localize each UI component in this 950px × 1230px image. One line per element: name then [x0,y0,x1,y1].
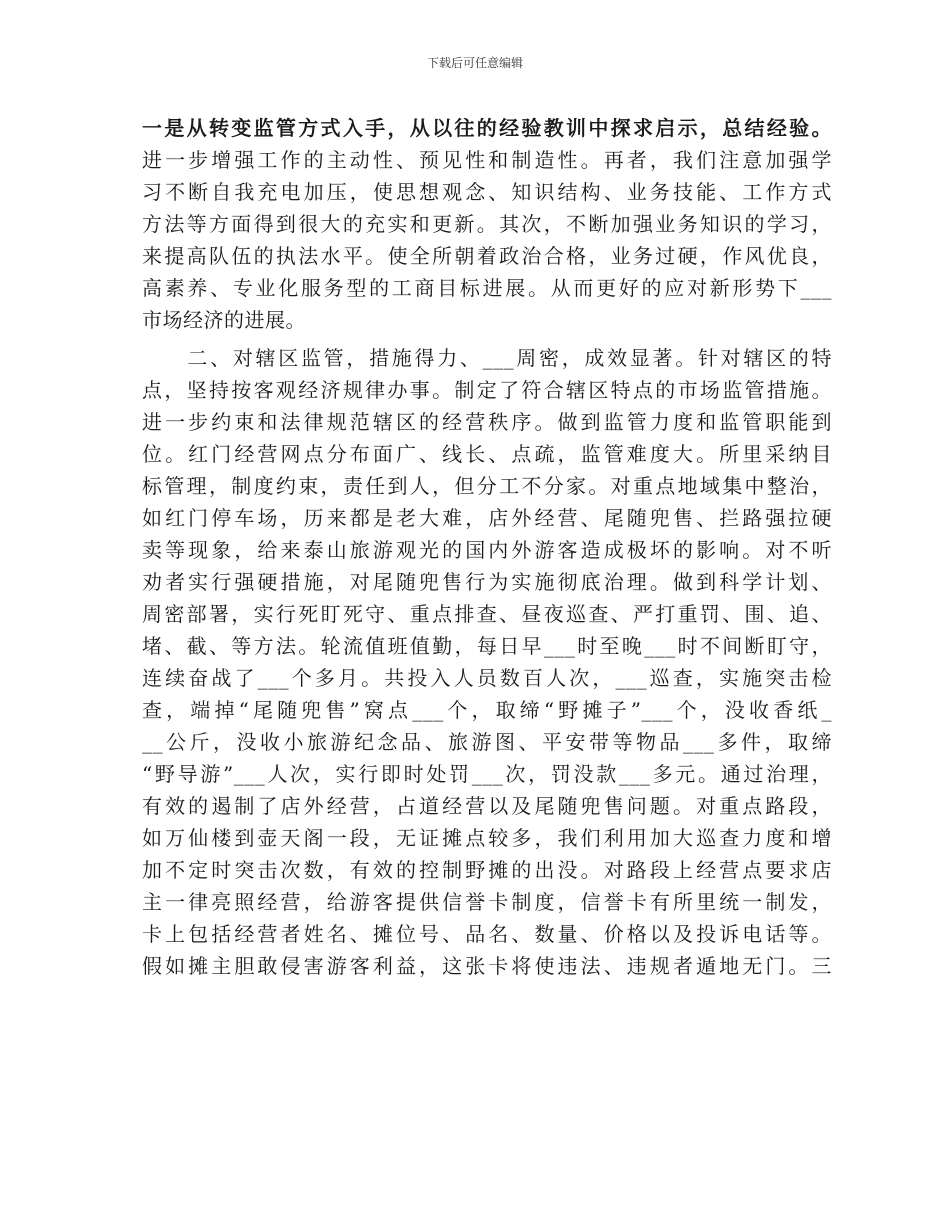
paragraph-2-line-5: 标管理，制度约束，责任到人，但分工不分家。对重点地域集中整治， [142,474,832,498]
paragraph-2-line-17: 加不定时突击次数，有效的控制野摊的出没。对路段上经营点要求店 [142,858,832,882]
paragraph-2-line-2: 点，坚持按客观经济规律办事。制定了符合辖区特点的市场监管措施。 [142,378,832,402]
paragraph-1-line-3: 习不断自我充电加压，使思想观念、知识结构、业务技能、工作方式 [142,180,832,204]
paragraph-1-line-1: 一是从转变监管方式入手，从以往的经验教训中探求启示，总结经验。 [142,116,832,140]
paragraph-2-line-6: 如红门停车场，历来都是老大难，店外经营、尾随兜售、拦路强拉硬 [142,506,832,530]
paragraph-2-line-16: 如万仙楼到壶天阁一段，无证摊点较多，我们利用加大巡查力度和增 [142,826,832,850]
paragraph-2-line-7: 卖等现象，给来泰山旅游观光的国内外游客造成极坏的影响。对不听 [142,538,832,562]
paragraph-2-line-15: 有效的遏制了店外经营，占道经营以及尾随兜售问题。对重点路段， [142,794,832,818]
paragraph-1-line-6: 高素养、专业化服务型的工商目标进展。从而更好的应对新形势下___ [142,276,832,300]
paragraph-2-line-1: 二、对辖区监管，措施得力、___周密，成效显著。针对辖区的特 [142,346,832,370]
paragraph-2-line-12: 查，端掉“尾随兜售”窝点___个，取缔“野摊子”___个，没收香纸_ [142,698,832,722]
paragraph-1-line-4: 方法等方面得到很大的充实和更新。其次，不断加强业务知识的学习， [142,212,832,236]
paragraph-2-line-9: 周密部署，实行死盯死守、重点排查、昼夜巡查、严打重罚、围、追、 [142,602,832,626]
page-header-note: 下载后可任意编辑 [426,56,523,70]
paragraph-2-line-20: 假如摊主胆敢侵害游客利益，这张卡将使违法、违规者遁地无门。三 [142,954,832,978]
paragraph-2-line-3: 进一步约束和法律规范辖区的经营秩序。做到监管力度和监管职能到 [142,410,832,434]
paragraph-1 [142,112,832,336]
paragraph-2-line-19: 卡上包括经营者姓名、摊位号、品名、数量、价格以及投诉电话等。 [142,922,832,946]
paragraph-1-line-5: 来提高队伍的执法水平。使全所朝着政治合格，业务过硬，作风优良， [142,244,832,268]
paragraph-2-line-14: “野导游”___人次，实行即时处罚___次，罚没款___多元。通过治理， [142,762,832,786]
paragraph-2-line-13: __公斤，没收小旅游纪念品、旅游图、平安带等物品___多件，取缔 [142,730,832,754]
paragraph-2-line-10: 堵、截、等方法。轮流值班值勤，每日早___时至晚___时不间断盯守， [142,634,832,658]
paragraph-2 [142,342,832,982]
paragraph-2-line-18: 主一律亮照经营，给游客提供信誉卡制度，信誉卡有所里统一制发， [142,890,832,914]
paragraph-2-line-4: 位。红门经营网点分布面广、线长、点疏，监管难度大。所里采纳目 [142,442,832,466]
paragraph-1-line-2: 进一步增强工作的主动性、预见性和制造性。再者，我们注意加强学 [142,148,832,172]
paragraph-1-line-7: 市场经济的进展。 [142,308,306,332]
document-body [142,112,832,982]
paragraph-2-line-8: 劝者实行强硬措施，对尾随兜售行为实施彻底治理。做到科学计划、 [142,570,832,594]
paragraph-2-line-11: 连续奋战了___个多月。共投入人员数百人次，___巡查，实施突击检 [142,666,832,690]
